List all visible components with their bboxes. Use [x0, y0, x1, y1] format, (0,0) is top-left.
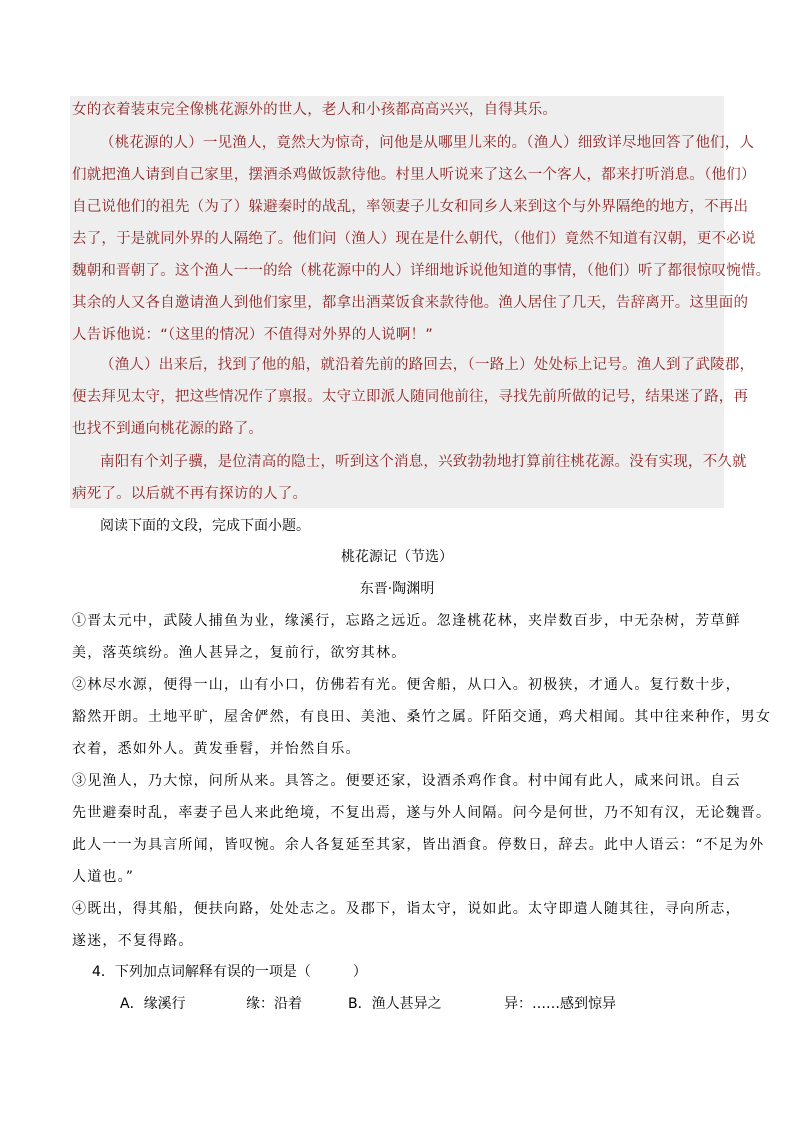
translation-line: 也找不到通向桃花源的路了。	[72, 421, 264, 437]
passage-title: 桃花源记（节选）	[341, 549, 453, 565]
translation-line: 便去拜见太守，把这些情况作了禀报。太守立即派人随同他前往，寻找先前所做的记号，结果迷了路，再	[72, 389, 749, 405]
reading-instruction: 阅读下面的文段，完成下面小题。	[100, 518, 310, 534]
passage-line: ④既出，得其船，便扶向路，处处志之。及郡下，诣太守，说如此。太守即遣人随其往，寻向所志，	[72, 901, 741, 917]
translation-line: 自己说他们的祖先（为了）躲避秦时的战乱，率领妻子儿女和同乡人来到这个与外界隔绝的地方，不再出	[72, 199, 749, 215]
translation-line: 人告诉他说：“（这里的情况）不值得对外界的人说啊！”	[72, 327, 433, 343]
passage-line: 遂迷，不复得路。	[72, 933, 194, 949]
translation-line: 们就把渔人请到自己家里，摆酒杀鸡做饭款待他。村里人听说来了这么一个客人，都来打听消息。（他们）	[72, 167, 756, 183]
passage-line: 美，落英缤纷。渔人甚异之，复前行，欲穷其林。	[72, 645, 407, 661]
passage-line: ③见渔人，乃大惊，问所从来。具答之。便要还家，设酒杀鸡作食。村中闻有此人，咸来问讯。自云	[72, 773, 741, 789]
passage-line: 此人一一为具言所闻，皆叹惋。余人各复延至其家，皆出酒食。停数日，辞去。此中人语云：“不足为外	[72, 837, 765, 853]
option-b-gloss: 异：……感到惊异	[504, 996, 616, 1012]
translation-line: （渔人）出来后，找到了他的船，就沿着先前的路回去，（一路上）处处标上记号。渔人到了武陵郡，	[100, 357, 755, 373]
passage-author: 东晋·陶渊明	[359, 581, 435, 597]
option-b-label: B．渔人甚异之	[348, 996, 442, 1012]
passage-line: ①晋太元中，武陵人捕鱼为业，缘溪行，忘路之远近。忽逢桃花林，夹岸数百步，中无杂树，芳草鲜	[72, 613, 741, 629]
translation-line: 女的衣着装束完全像桃花源外的世人，老人和小孩都高高兴兴，自得其乐。	[72, 102, 558, 118]
passage-line: 先世避秦时乱，率妻子邑人来此绝境，不复出焉，遂与外人间隔。问今是何世，乃不知有汉，无论魏晋。	[72, 805, 772, 821]
option-a-gloss: 缘：沿着	[246, 996, 302, 1012]
translation-line: 去了，于是就同外界的人隔绝了。他们问（渔人）现在是什么朝代，（他们）竟然不知道有汉朝，更不必说	[72, 231, 756, 247]
translation-line: 南阳有个刘子骥，是位清高的隐士，听到这个消息，兴致勃勃地打算前往桃花源。没有实现，不久就	[100, 454, 747, 470]
passage-line: 衣着，悉如外人。黄发垂髫，并怡然自乐。	[72, 741, 361, 757]
option-a-label: A．缘溪行	[120, 996, 186, 1012]
translation-line: 魏朝和晋朝了。这个渔人一一的给（桃花源中的人）详细地诉说他知道的事情，（他们）听了都很惊叹惋惜。	[72, 263, 771, 279]
translation-line: 病死了。以后就不再有探访的人了。	[72, 486, 308, 502]
passage-line: 人道也。”	[72, 869, 135, 885]
question-stem: 4．下列加点词解释有误的一项是（ ）	[92, 964, 367, 980]
translation-line: 其余的人又各自邀请渔人到他们家里，都拿出酒菜饭食来款待他。渔人居住了几天，告辞离开。这里面的	[72, 295, 749, 311]
translation-line: （桃花源的人）一见渔人，竟然大为惊奇，问他是从哪里儿来的。（渔人）细致详尽地回答了他们，人	[100, 135, 755, 151]
passage-line: ②林尽水源，便得一山，山有小口，仿佛若有光。便舍船，从口入。初极狭，才通人。复行数十步，	[72, 677, 741, 693]
passage-line: 豁然开朗。土地平旷，屋舍俨然，有良田、美池、桑竹之属。阡陌交通，鸡犬相闻。其中往来种作，男女	[72, 709, 772, 725]
